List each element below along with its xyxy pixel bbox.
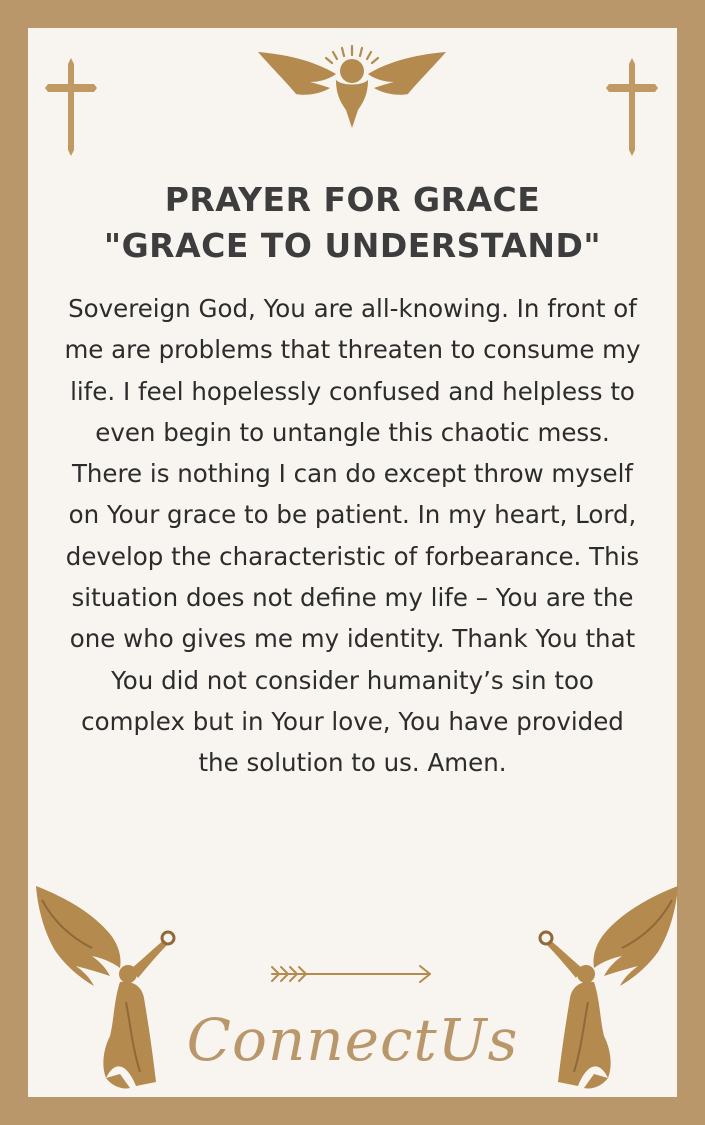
connectus-logo: ConnectUs (186, 1006, 519, 1074)
arrow-icon (268, 962, 436, 986)
title-line-2: "GRACE TO UNDERSTAND" (103, 226, 602, 265)
cross-icon (606, 58, 658, 156)
winged-sun-emblem-icon (258, 44, 446, 130)
title-line-1: PRAYER FOR GRACE (164, 180, 541, 219)
cross-icon (45, 58, 97, 156)
prayer-text: Sovereign God, You are all-knowing. In front of me are problems that threaten to consume my life. I feel hopelessly confused and helpless to even begin to untangle this chaotic mess. There is nothing I can do except throw myself on Your grace to be patient. In my heart, Lord, develop the characteristic of forbearance. This situation does not define my life – You are the one who gives me my identity. Thank You that You did not consider humanity’s sin too complex but in Your love, You have provided the solution to us. Amen. (64, 294, 641, 778)
